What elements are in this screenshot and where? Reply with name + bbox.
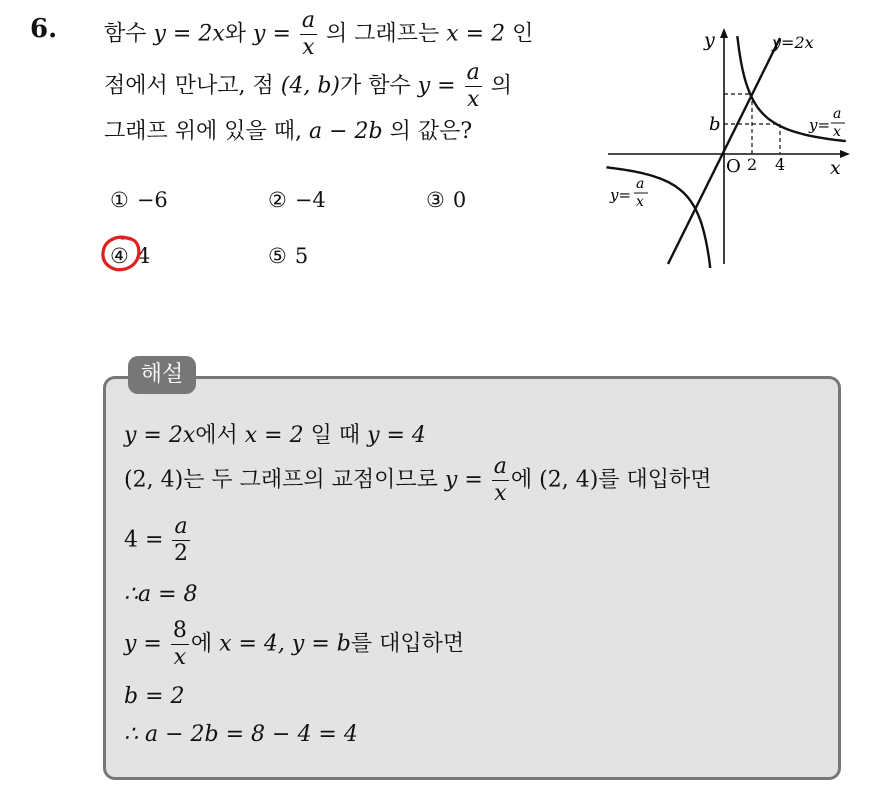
solution-tab: 해설 <box>128 356 196 394</box>
question-line-3: 그래프 위에 있을 때, a − 2b 의 값은? <box>104 119 473 144</box>
fraction-8-over-x: $\frac{8}{x}$ <box>172 618 187 670</box>
tick-b-label: b <box>709 114 721 135</box>
y-axis-label: y <box>704 29 715 51</box>
fraction-a-over-x: $\frac{a}{x}$ <box>301 8 315 60</box>
solution-line-7: ∴ a − 2b = 8 − 4 = 4 <box>124 722 358 747</box>
solution-line-3: 4 = $\frac{a}{2}$ <box>124 514 188 566</box>
hyperbola-branch-2 <box>606 167 712 268</box>
curve-label-left-lhs: y= <box>610 186 632 204</box>
x-axis-arrow-icon <box>840 150 850 158</box>
origin-label: O <box>726 156 741 177</box>
choice-1[interactable]: ① −6 <box>110 188 168 212</box>
solution-line-5: y = $\frac{8}{x}$ 에 x = 4, y = b를 대입하면 <box>124 618 465 670</box>
curve-label-right-lhs: y= <box>809 116 831 134</box>
curve-label-left-num: a <box>636 176 645 192</box>
solution-line-1: y = 2x에서 x = 2 일 때 y = 4 <box>124 423 426 448</box>
line-label: y=2x <box>772 33 814 52</box>
choice-2[interactable]: ② −4 <box>268 188 326 212</box>
curve-label-left-den: x <box>636 194 644 210</box>
choice-3[interactable]: ③ 0 <box>426 188 467 212</box>
solution-line-6: b = 2 <box>124 684 185 709</box>
tick-4-label: 4 <box>775 155 786 174</box>
fraction-a-over-x: $\frac{a}{x}$ <box>493 454 507 506</box>
fraction-a-over-2: $\frac{a}{2}$ <box>174 514 188 566</box>
curve-label-right-num: a <box>833 106 842 122</box>
x-axis-label: x <box>830 157 841 179</box>
question-number: 6. <box>30 14 58 44</box>
y-axis-arrow-icon <box>720 28 728 38</box>
question-line-2: 점에서 만나고, 점 (4, b)가 함수 y = $\frac{a}{x}$ 의 <box>104 60 512 112</box>
question-line-1: 함수 y = 2x와 y = $\frac{a}{x}$ 의 그래프는 x = 2 인 <box>104 8 534 60</box>
choice-4[interactable]: ④ 4 <box>110 244 151 268</box>
solution-line-2: (2, 4)는 두 그래프의 교점이므로 y = $\frac{a}{x}$ 에 (2, 4)를 대입하면 <box>124 454 712 506</box>
tick-2-label: 2 <box>747 155 758 174</box>
function-graph <box>606 24 862 268</box>
curve-label-right-den: x <box>833 124 841 140</box>
fraction-a-over-x: $\frac{a}{x}$ <box>466 60 480 112</box>
choice-5[interactable]: ⑤ 5 <box>268 244 309 268</box>
answer-circle-mark <box>100 234 144 274</box>
solution-line-4: ∴a = 8 <box>124 582 198 607</box>
